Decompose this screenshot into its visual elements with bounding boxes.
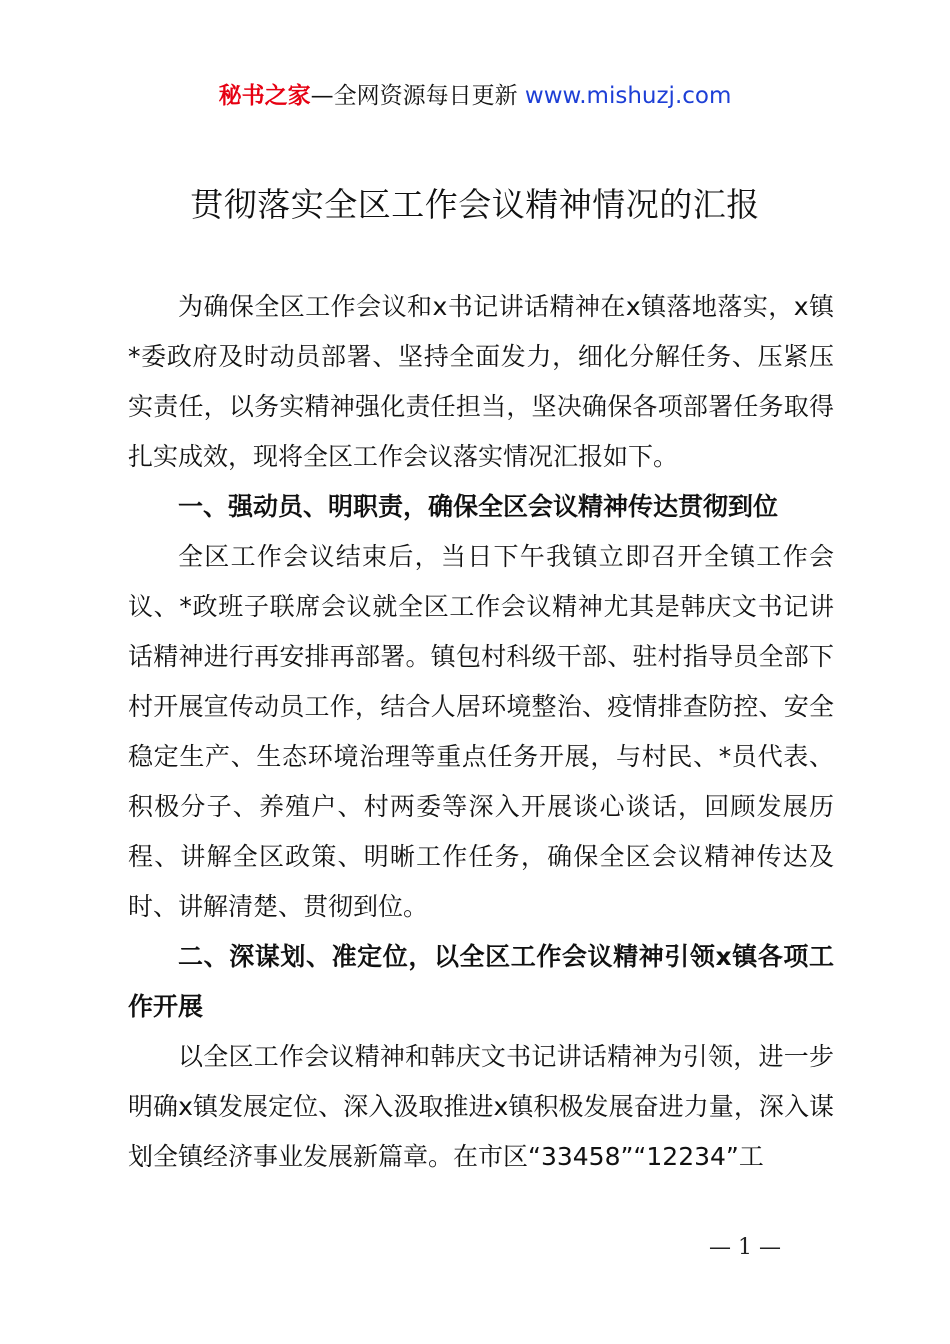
section-2-paragraph: 以全区工作会议精神和韩庆文书记讲话精神为引领，进一步明确x镇发展定位、深入汲取推进x镇积极发展奋进力量，深入谋划全镇经济事业发展新篇章。在市区“33458”“12234”工 [128, 1042, 834, 1171]
site-url[interactable]: www.mishuzj.com [524, 83, 732, 109]
brand-name: 秘书之家 [218, 83, 311, 109]
section-heading-2: 二、深谋划、准定位，以全区工作会议精神引领x镇各项工作开展 [128, 942, 834, 1021]
header-slogan: —全网资源每日更新 [310, 83, 525, 109]
document-title: 贯彻落实全区工作会议精神情况的汇报 [190, 185, 760, 224]
page-header [0, 80, 950, 112]
intro-paragraph: 为确保全区工作会议和x书记讲话精神在x镇落地落实，x镇*委政府及时动员部署、坚持全面发力，细化分解任务、压紧压实责任，以务实精神强化责任担当，坚决确保各项部署任务取得扎实成效，现将全区工作会议落实情况汇报如下。 [128, 292, 834, 471]
section-heading-1: 一、强动员、明职责，确保全区会议精神传达贯彻到位 [178, 492, 779, 521]
document-body [128, 282, 834, 1182]
page-number: — 1 — [709, 1235, 781, 1260]
section-1-paragraph: 全区工作会议结束后，当日下午我镇立即召开全镇工作会议、*政班子联席会议就全区工作会议精神尤其是韩庆文书记讲话精神进行再安排再部署。镇包村科级干部、驻村指导员全部下村开展宣传动员工作，结合人居环境整治、疫情排查防控、安全稳定生产、生态环境治理等重点任务开展，与村民、*员代表、积极分子、养殖户、村两委等深入开展谈心谈话，回顾发展历程、讲解全区政策、明晰工作任务，确保全区会议精神传达及时、讲解清楚、贯彻到位。 [128, 542, 834, 921]
